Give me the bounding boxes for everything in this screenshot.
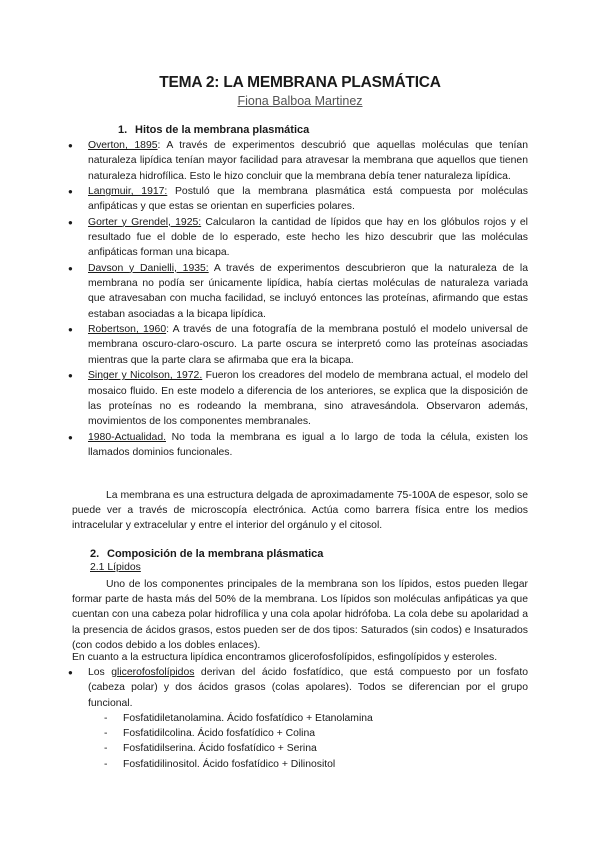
milestone-text: : A través de una fotografía de la membrana postuló el modelo universal de membrana oscuro-claro-oscuro. La parte oscura se interpretó como las proteínas asociadas mientras que la parte clara se afirmaba que era la bicapa.	[88, 324, 528, 366]
milestone-text: No toda la membrana es igual a lo largo de toda la célula, existen los llamados dominios funcionales.	[88, 431, 528, 458]
bullet-text: derivan del ácido fosfatídico, que está compuesto por un fosfato (cabeza polar) y dos ácidos grasos (colas apolares). Todos se diferencian por el grupo funcional.	[88, 667, 528, 709]
section-2-title: Composición de la membrana plásmatica	[107, 548, 324, 560]
list-item	[88, 665, 528, 711]
milestone-text: A través de experimentos descubrieron que la naturaleza de la membrana no podía ser únicamente lipídica, había ciertas moléculas de naturaleza variada que atravesaban con mucha facilidad, se incluyó entonces las proteínas, afirmando que estas estaban asociadas a la bicapa lipídica.	[88, 262, 528, 320]
milestone-name: Langmuir, 1917:	[88, 186, 168, 198]
list-item: - Fosfatidilcolina. Ácido fosfatídico + Colina	[123, 726, 523, 741]
list-item	[88, 430, 528, 461]
milestone-text: Fueron los creadores del modelo de membrana actual, el modelo del mosaico fluido. En este modelo a diferencia de los anteriores, se explica que la disposición de las proteínas no es rodeando la membrana, sino atravesándola. Observaron además, movimientos de los componentes membranales.	[88, 370, 528, 428]
section-2-heading	[90, 548, 323, 560]
milestone-text: : A través de experimentos descubrió que aquellas moléculas que tenían naturaleza lipídica tenían mayor facilidad para atravesar la membrana que aquellos que tienen naturaleza hidrofílica. Esto le hizo concluir que la membrana debía tener naturaleza lipídica.	[88, 140, 528, 182]
author-name: Fiona Balboa Martinez	[237, 94, 363, 108]
milestone-name: Davson y Danielli, 1935:	[88, 262, 209, 274]
glycerophospholipids-term: glicerofosfolípidos	[111, 667, 195, 678]
list-item: - Fosfatidilinositol. Ácido fosfatídico + Dilinositol	[123, 757, 523, 772]
milestone-name: Gorter y Grendel, 1925:	[88, 216, 202, 228]
milestone-name: Overton, 1895	[88, 140, 158, 151]
milestone-text: Calcularon la cantidad de lípidos que hay en los glóbulos rojos y el resultado fue el doble de lo esperado, este hecho les hizo descubrir que las moléculas anfipáticas forman una bicapa.	[88, 216, 528, 259]
section-1-heading	[118, 124, 309, 136]
membrane-paragraph: La membrana es una estructura delgada de aproximadamente 75-100A de espesor, solo se puede ver a través de microscopía electrónica. Actúa como barrera física entre los medios intracelular y extracelular y entre el interior del orgánulo y el citosol.	[72, 490, 528, 532]
list-item	[88, 184, 528, 215]
subsection-lipids-heading: 2.1 Lípidos	[90, 562, 141, 573]
list-item	[88, 368, 528, 429]
list-item	[88, 322, 528, 368]
milestone-name: 1980-Actualidad.	[88, 431, 166, 443]
list-item	[88, 215, 528, 261]
phospholipid-types-list	[123, 711, 523, 772]
lipids-paragraph: Uno de los componentes principales de la membrana son los lípidos, estos pueden llegar formar parte de hasta más del 50% de la membrana. Los lípidos son moléculas anfipáticas ya que cuentan con una cabeza polar hidrofílica y una cola apolar hidrófoba. La cola debe su apolaridad a la presencia de ácidos grasos, estos pueden ser de dos tipos: Saturados (sin codos) e Insaturados (con codos debido a los dobles enlaces).	[72, 579, 528, 651]
section-1-title: Hitos de la membrana plasmática	[135, 124, 310, 136]
bullet-lead: Los	[88, 667, 112, 678]
section-1-number: 1.	[118, 124, 128, 136]
list-item: - Fosfatidiletanolamina. Ácido fosfatídico + Etanolamina	[123, 711, 523, 726]
section-2-number: 2.	[90, 548, 100, 560]
milestone-text: Postuló que la membrana plasmática está compuesta por moléculas anfipáticas y que estas se orientan en superficies polares.	[88, 186, 528, 213]
lipids-structure-paragraph: En cuanto a la estructura lipídica encontramos glicerofosfolípidos, esfingolípidos y esteroles.	[72, 652, 498, 663]
milestone-name: Robertson, 1960	[88, 324, 167, 336]
list-item	[88, 138, 528, 184]
list-item: - Fosfatidilserina. Ácido fosfatídico + Serina	[123, 741, 523, 756]
document-title: TEMA 2: LA MEMBRANA PLASMÁTICA	[159, 74, 441, 91]
list-item	[88, 261, 528, 322]
milestones-list	[88, 138, 528, 460]
lipids-list	[88, 665, 528, 711]
milestone-name: Singer y Nicolson, 1972.	[88, 370, 203, 382]
